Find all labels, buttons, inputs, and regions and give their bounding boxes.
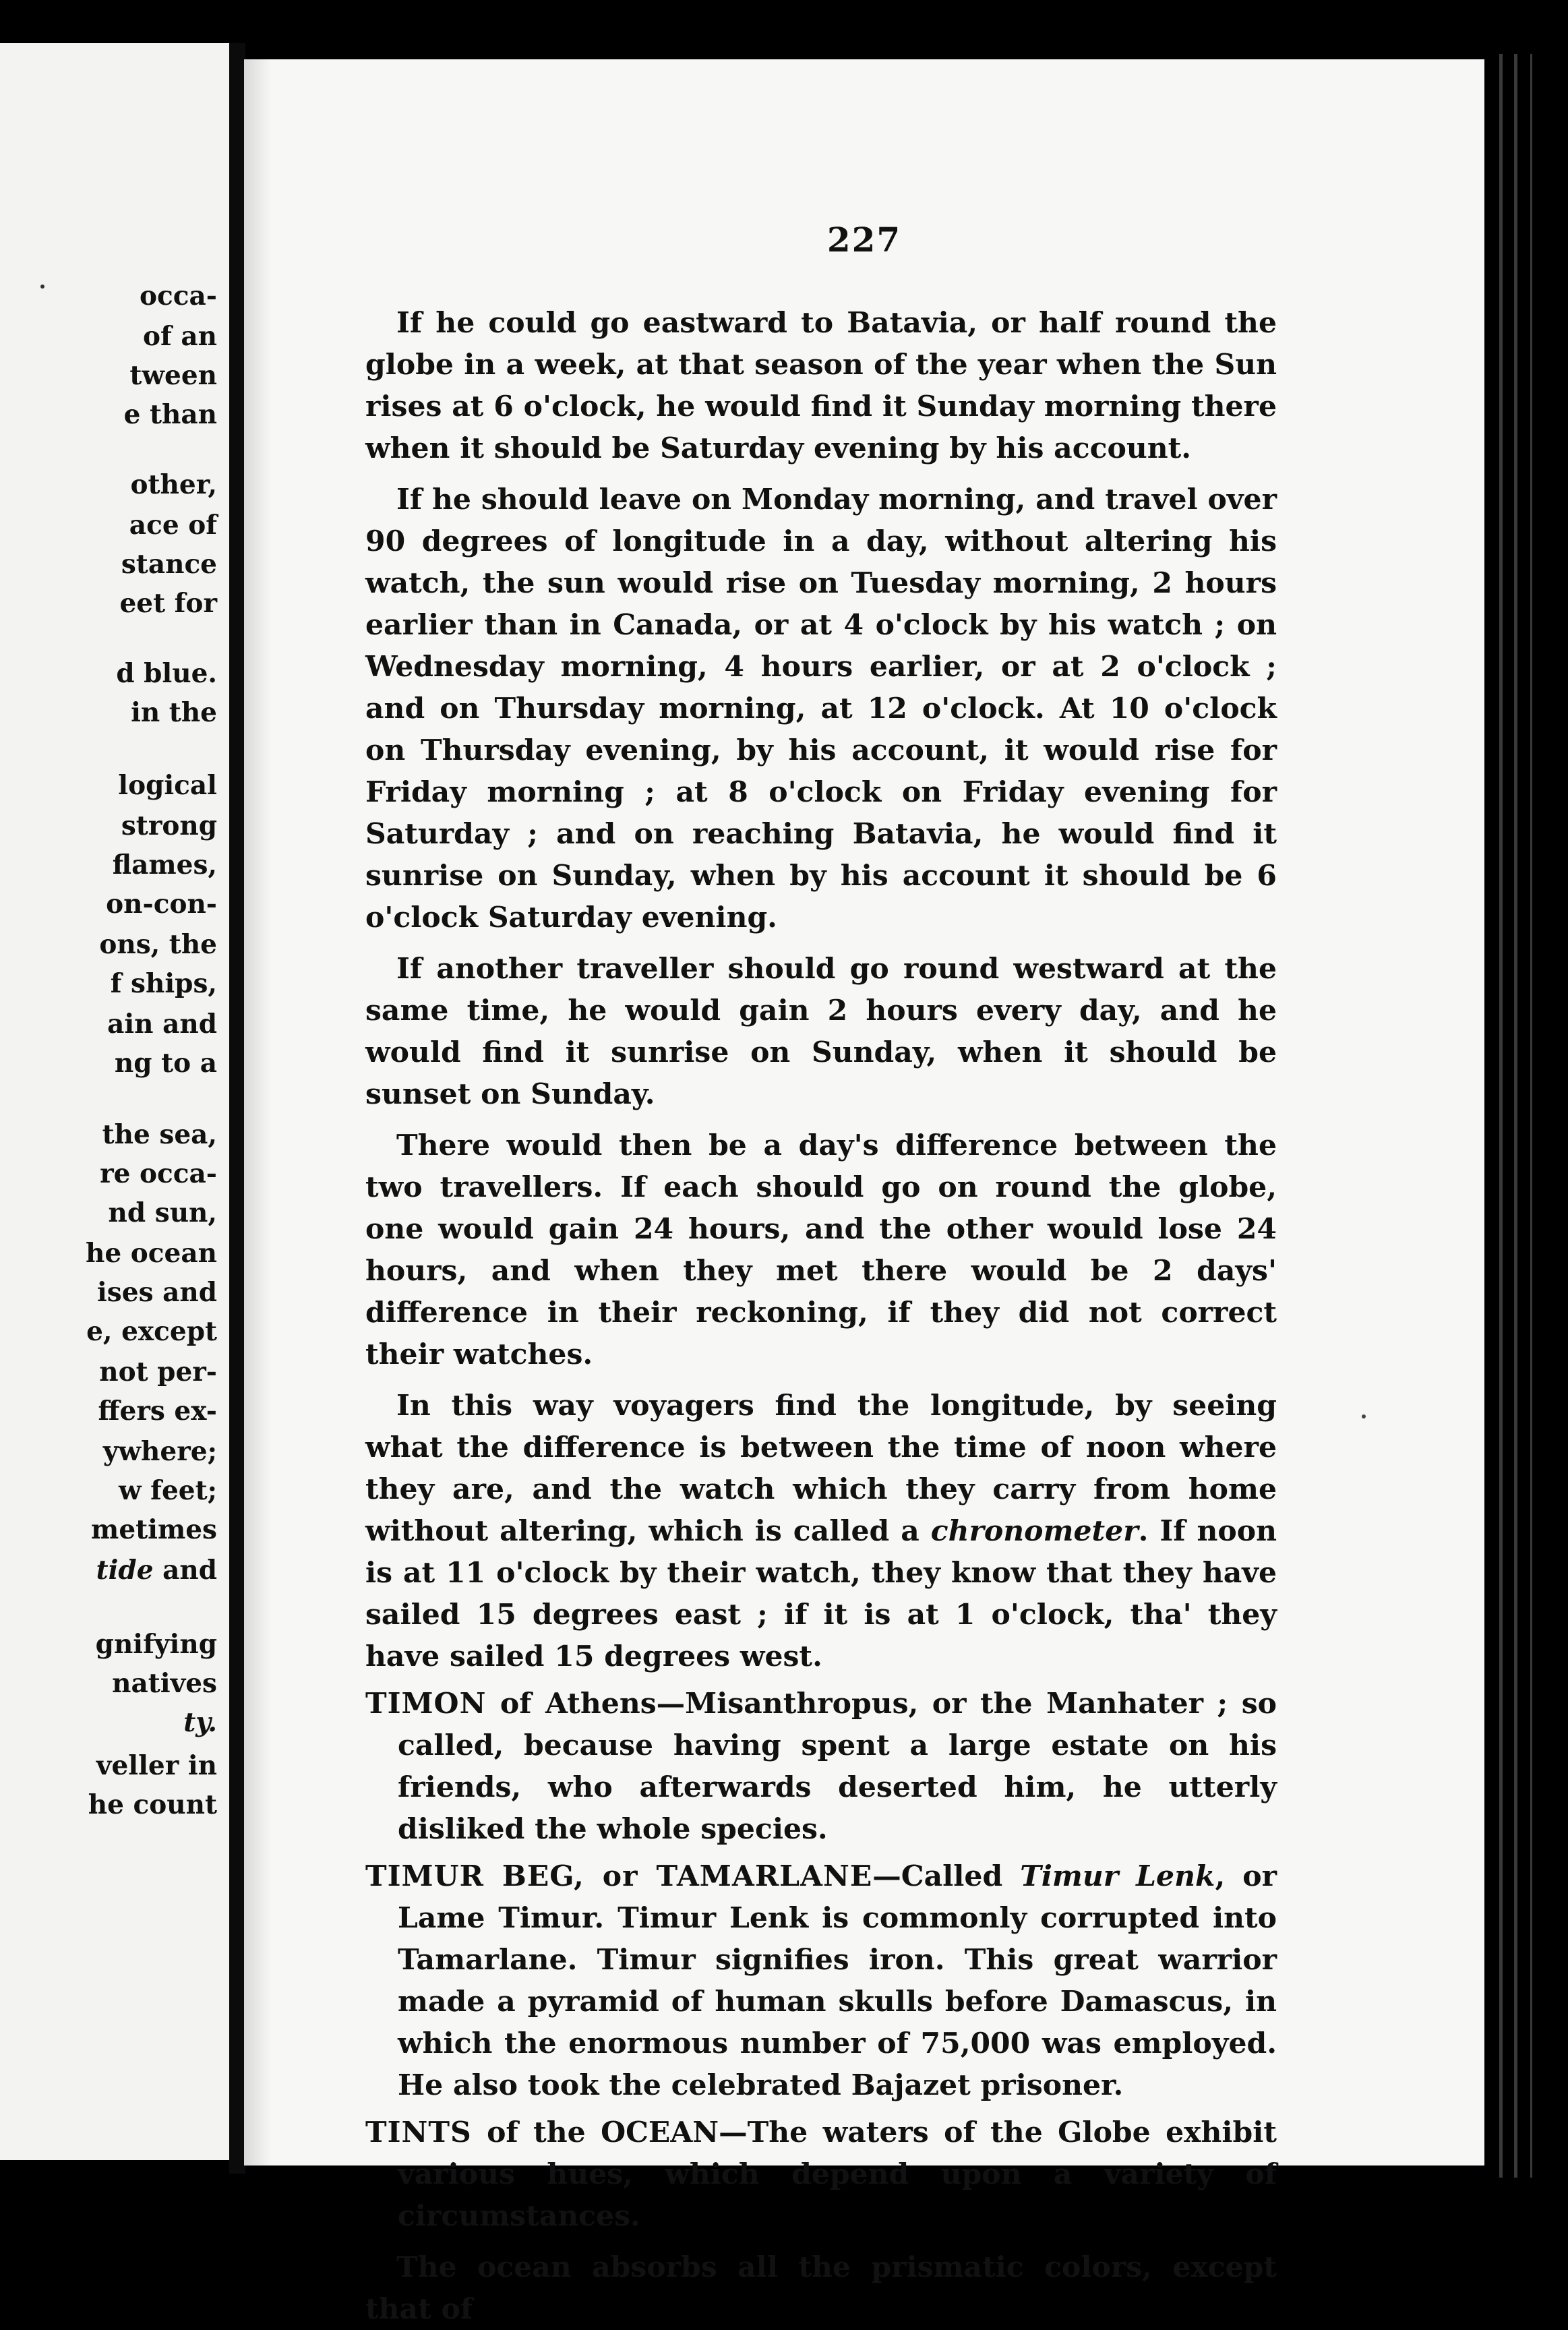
facing-page-line: other,	[130, 469, 217, 500]
facing-page-fragment	[0, 43, 229, 2160]
book-page	[244, 59, 1484, 2326]
facing-page-line: eet for	[119, 588, 217, 619]
facing-page-line: gnifying	[95, 1629, 217, 1660]
dictionary-entry	[365, 1683, 1277, 1850]
paragraph: If he could go eastward to Batavia, or half round the globe in a week, at that season of the year when the Sun rises at 6 o'clock, he would find it Sunday morning there when it should be Saturday evening by his account.	[365, 306, 1277, 465]
facing-page-line: e than	[123, 399, 217, 430]
facing-page-line: veller in	[96, 1750, 217, 1781]
facing-page-line: ffers ex-	[98, 1396, 217, 1427]
facing-page-line: ywhere;	[102, 1436, 217, 1467]
facing-page-line: ons, the	[99, 929, 217, 960]
edge-line	[1514, 54, 1517, 2178]
facing-page-line: ises and	[96, 1277, 217, 1308]
facing-page-italic: ty.	[183, 1707, 217, 1738]
facing-page-line: d blue.	[116, 658, 217, 689]
facing-page-line: tween	[129, 360, 217, 391]
ink-speck	[40, 285, 44, 289]
facing-page-italic: tide	[96, 1555, 154, 1586]
paragraph: If another traveller should go round westward at the same time, he would gain 2 hours every day, and he would find it sunrise on Sunday, when it should be sunset on Sunday.	[365, 952, 1277, 1111]
page-number: 227	[826, 220, 902, 260]
facing-page-line: ng to a	[114, 1048, 217, 1079]
entry-headword: TINTS	[365, 2116, 472, 2149]
facing-page-line: he ocean	[86, 1238, 217, 1269]
facing-page-line: tide and	[96, 1555, 217, 1586]
edge-line	[1499, 54, 1503, 2178]
entry-text: , or Lame Timur. Timur Lenk is commonly corrupted into Tamarlane. Timur signifies iron. This great warrior made a pyramid of human skulls before Damascus, in which the enormous number of 75,000 was employed. He also took the celebrated Bajazet prisoner.	[398, 1859, 1277, 2102]
entry-emphasis: Timur Lenk	[1020, 1859, 1215, 1893]
facing-page-line: in the	[131, 697, 217, 728]
facing-page-line: occa-	[140, 280, 217, 311]
paragraph-text: In this way voyagers find the longitude, by seeing what the difference is between the time of noon where they are, and the watch which they carry from home without altering, which is called a	[365, 1389, 1277, 1548]
facing-page-line: w feet;	[119, 1475, 217, 1506]
facing-page-line: nd sun,	[108, 1197, 217, 1228]
facing-page-line: of an	[143, 321, 217, 352]
edge-line	[1530, 54, 1532, 2178]
book-gutter	[229, 43, 245, 2174]
entry-text: of the OCEAN—The waters of the Globe exhibit various hues, which depend upon a variety of circumstances.	[398, 2116, 1277, 2233]
facing-page-line: he count	[88, 1789, 217, 1820]
dictionary-entry	[365, 1855, 1277, 2106]
dictionary-entry	[365, 2112, 1277, 2237]
facing-page-line: flames,	[112, 849, 217, 880]
facing-page-line: re occa-	[100, 1158, 217, 1189]
facing-page-line: f ships,	[110, 968, 217, 999]
facing-page-line: ain and	[107, 1009, 217, 1040]
facing-page-line: the sea,	[102, 1119, 217, 1150]
paragraph: The ocean absorbs all the prismatic colors, except that of	[365, 2250, 1277, 2326]
facing-page-line: on-con-	[106, 889, 217, 920]
paragraph-text: . If noon is at 11 o'clock by their watch, they know that they have sailed 15 degrees east ; if it is at 1 o'clock, tha' they have sailed 15 degrees west.	[365, 1514, 1277, 1673]
facing-page-line: natives	[112, 1668, 217, 1699]
entry-text: of Athens—Misanthropus, or the Manhater ; so called, because having spent a large estate on his friends, who afterwards deserted him, he utterly disliked the whole species.	[398, 1687, 1277, 1846]
ink-speck	[1362, 1414, 1366, 1418]
paragraph	[365, 1385, 1277, 1677]
paragraph-emphasis: chronometer	[930, 1514, 1139, 1548]
facing-page-line: stance	[121, 549, 217, 580]
paragraph: There would then be a day's difference between the two travellers. If each should go on round the globe, one would gain 24 hours, and the other would lose 24 hours, and when they met there would be 2 days' difference in their reckoning, if they did not correct their watches.	[365, 1129, 1277, 1371]
facing-page-line: metimes	[91, 1514, 217, 1545]
page-shadow	[244, 59, 271, 2165]
page-body	[365, 302, 1277, 2330]
entry-headword: TIMUR BEG, or TAMARLANE	[365, 1859, 873, 1893]
facing-page-line: not per-	[99, 1356, 217, 1387]
facing-page-line	[183, 1707, 217, 1738]
facing-page-line: e, except	[86, 1316, 217, 1347]
facing-page-line: strong	[121, 810, 217, 841]
paragraph: If he should leave on Monday morning, and travel over 90 degrees of longitude in a day, without altering his watch, the sun would rise on Tuesday morning, 2 hours earlier than in Canada, or at 4 o'clock by his watch ; on Wednesday morning, 4 hours earlier, or at 2 o'clock ; and on Thursday morning, at 12 o'clock. At 10 o'clock on Thursday evening, by his account, it would rise for Friday morning ; at 8 o'clock on Friday evening for Saturday ; and on reaching Batavia, he would find it sunrise on Sunday, when by his account it should be 6 o'clock Saturday evening.	[365, 483, 1277, 934]
facing-page-line: ace of	[129, 510, 217, 541]
book-edge	[1484, 54, 1568, 2178]
entry-headword: TIMON	[365, 1687, 487, 1721]
facing-page-line: logical	[118, 770, 217, 801]
entry-text: —Called	[872, 1859, 1021, 1893]
